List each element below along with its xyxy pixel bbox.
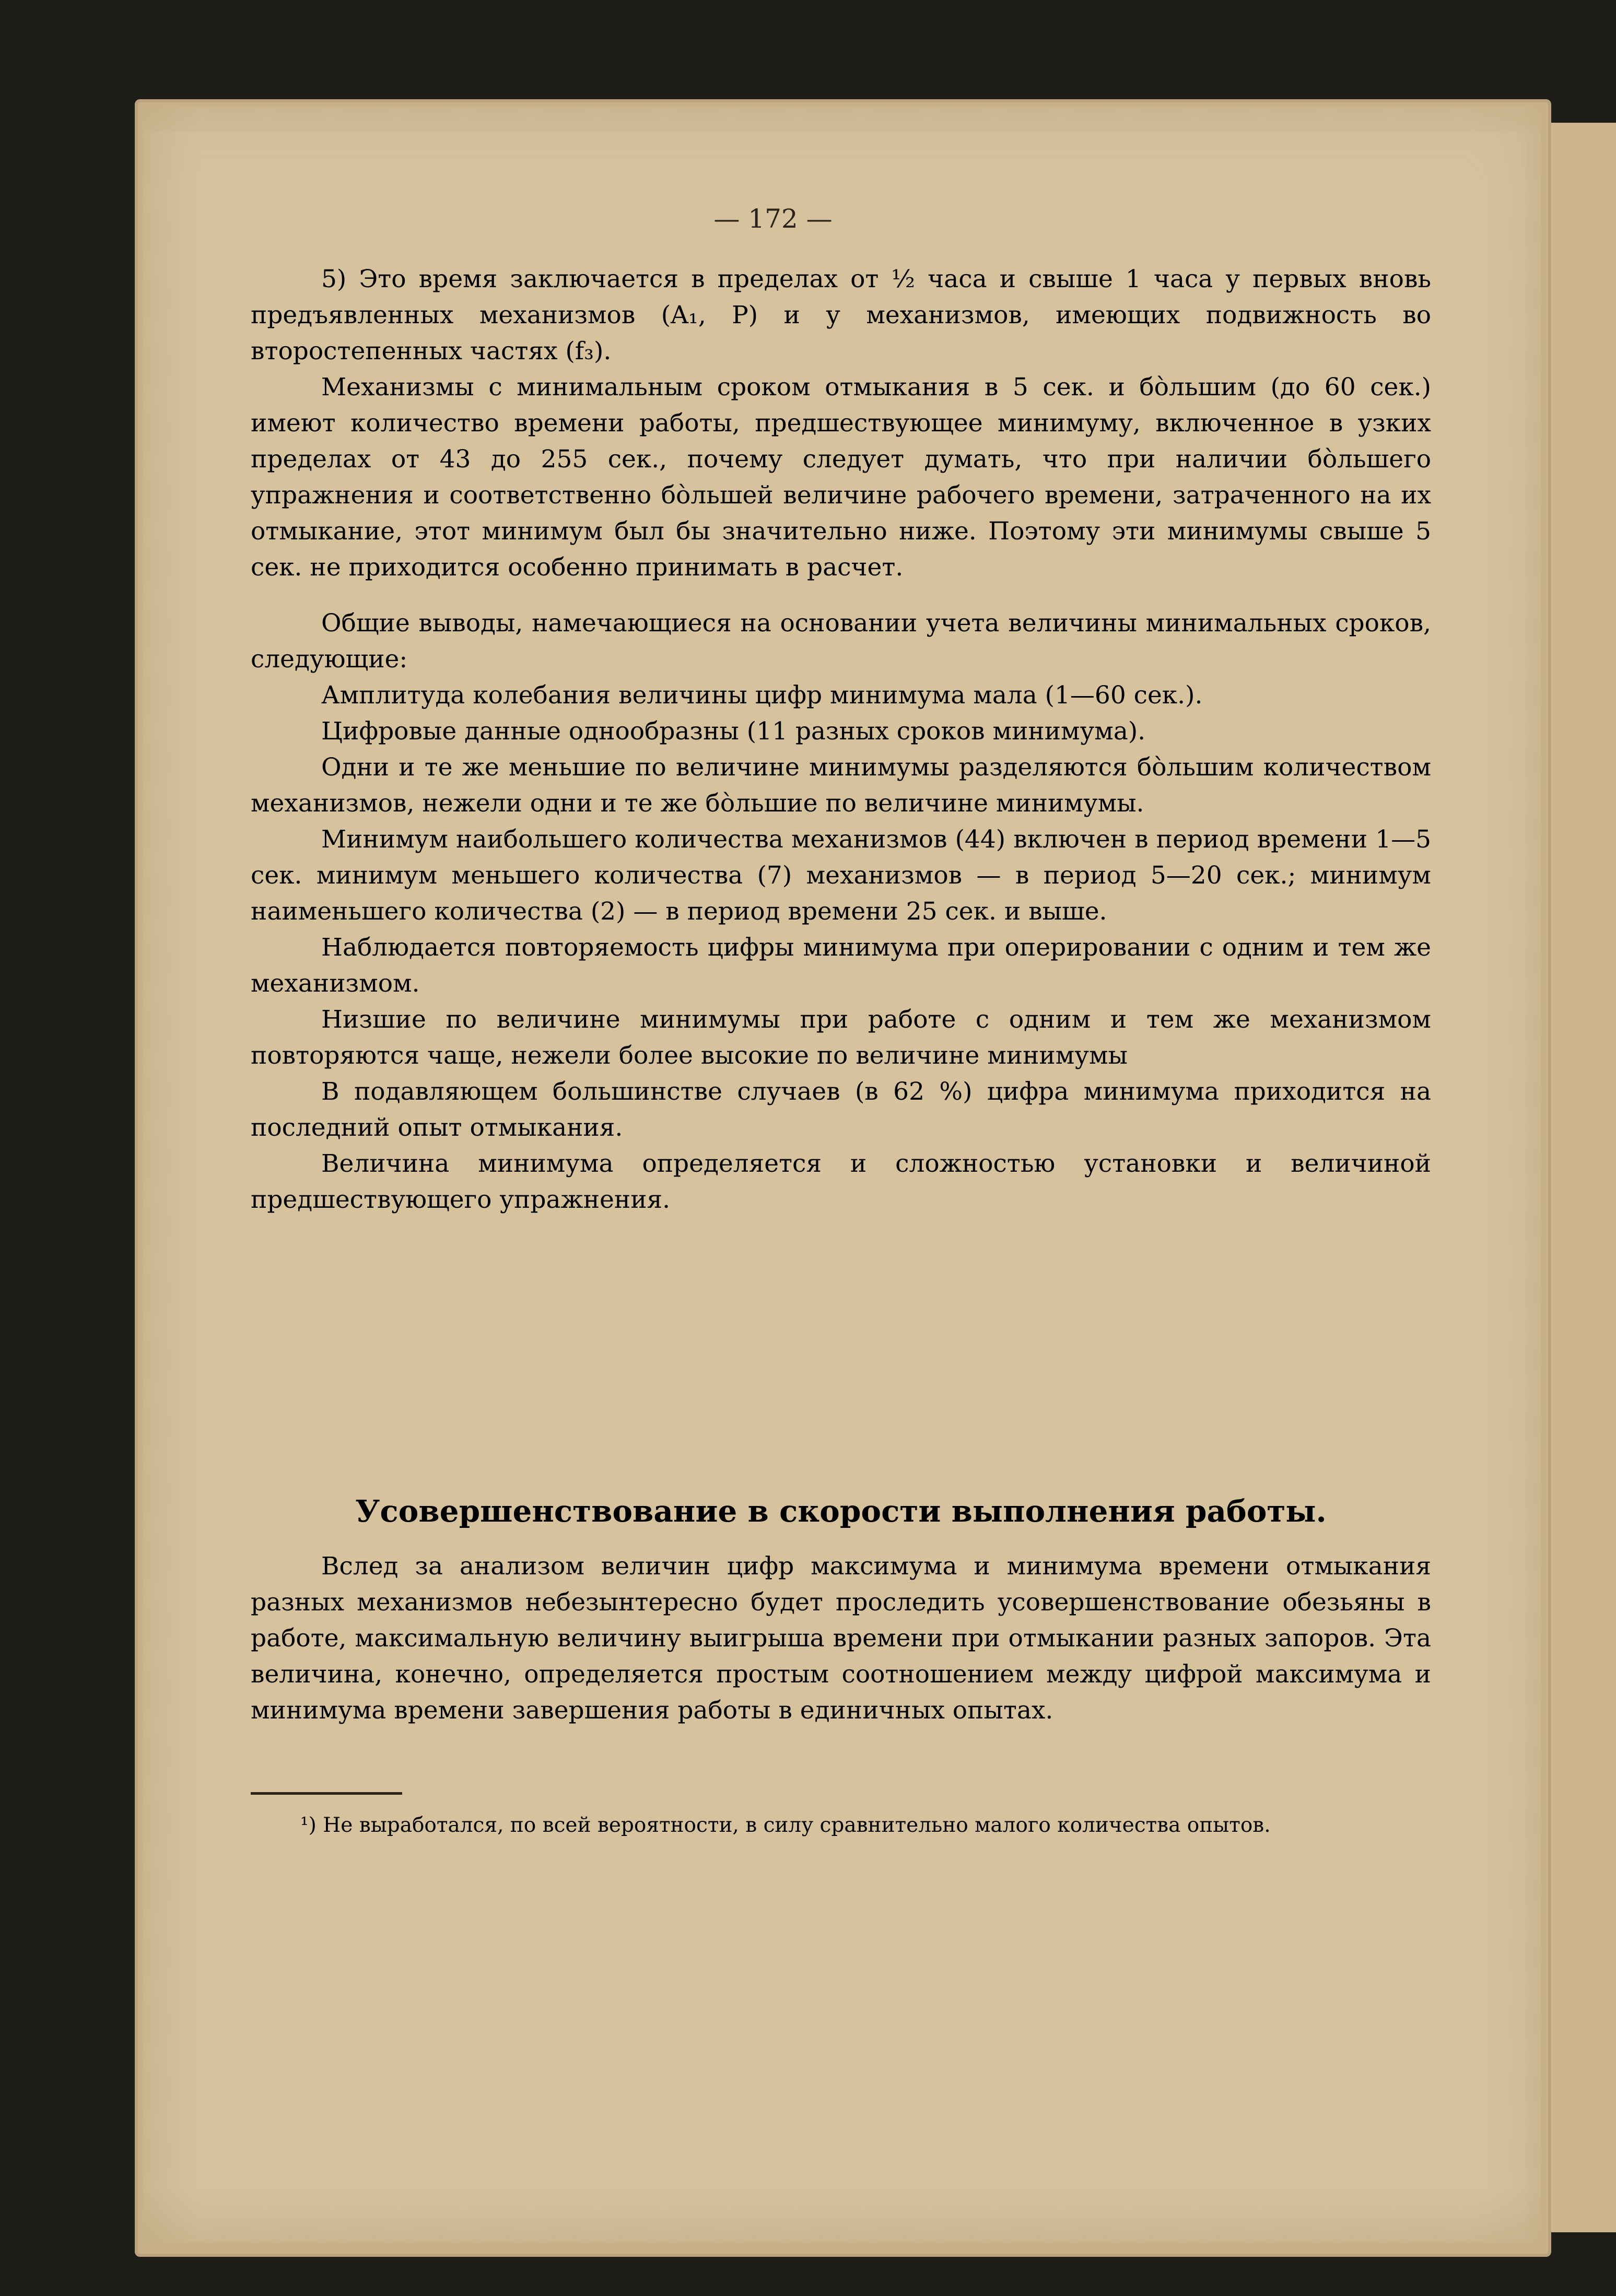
body-text-section-2 (251, 1548, 1431, 1728)
body-text-section-1 (251, 261, 1431, 1218)
paragraph: Низшие по величине минимумы при работе с одним и тем же механизмом повторяются чаще, нежели более высокие по величине минимумы (251, 1005, 1431, 1070)
paragraph: Минимум наибольшего количества механизмов (44) включен в период времени 1—5 сек. минимум меньшего количества (7) механизмов — в период 5—20 сек.; минимум наименьшего количества (2) — в период времени 25 сек. и выше. (251, 825, 1431, 926)
paragraph: Амплитуда колебания величины цифр минимума мала (1—60 сек.). (321, 681, 1203, 710)
footnote-divider (251, 1792, 402, 1795)
paragraph: В подавляющем большинстве случаев (в 62 %) цифра минимума приходится на последний опыт отмыкания. (251, 1077, 1431, 1142)
paragraph: Наблюдается повторяемость цифры минимума при оперировании с одним и тем же механизмом. (251, 933, 1431, 998)
paragraph: Вслед за анализом величин цифр максимума и минимума времени отмыкания разных механизмов небезынтересно будет проследить усовершенствование обезьяны в работе, максимальную величину выигрыша времени при отмыкании разных запоров. Эта величина, конечно, определяется простым соотношением между цифрой максимума и минимума времени завершения работы в единичных опытах. (251, 1552, 1431, 1725)
footnote-text: ¹) Не выработался, по всей вероятности, в силу сравнительно малого количества опытов. (300, 1814, 1271, 1837)
paragraph: Одни и те же меньшие по величине минимумы разделяются бо̀льшим количеством механизмов, нежели одни и те же бо̀льшие по величине минимумы. (251, 753, 1431, 818)
paragraph: Величина минимума определяется и сложностью установки и величиной предшествующего упражнения. (251, 1149, 1431, 1214)
section-heading: Усовершенствование в скорости выполнения работы. (355, 1493, 1327, 1529)
paragraph: 5) Это время заключается в пределах от ½ часа и свыше 1 часа у первых вновь предъявленных механизмов (A₁, P) и у механизмов, имеющих подвижность во второстепенных частях (f₃). (251, 265, 1431, 366)
paragraph: Общие выводы, намечающиеся на основании учета величины минимальных сроков, следующие: (251, 609, 1431, 674)
paragraph: Механизмы с минимальным сроком отмыкания в 5 сек. и бо̀льшим (до 60 сек.) имеют количество времени работы, предшествующее минимуму, включенное в узких пределах от 43 до 255 сек., почему следует думать, что при наличии бо̀льшего упражнения и соответственно бо̀льшей величине рабочего времени, затраченного на их отмыкание, этот минимум был бы значительно ниже. Поэтому эти минимумы свыше 5 сек. не приходится особенно принимать в расчет. (251, 373, 1431, 582)
page-number: — 172 — (713, 204, 833, 234)
footnote (251, 1811, 1431, 1840)
paragraph: Цифровые данные однообразны (11 разных сроков минимума). (321, 717, 1146, 746)
